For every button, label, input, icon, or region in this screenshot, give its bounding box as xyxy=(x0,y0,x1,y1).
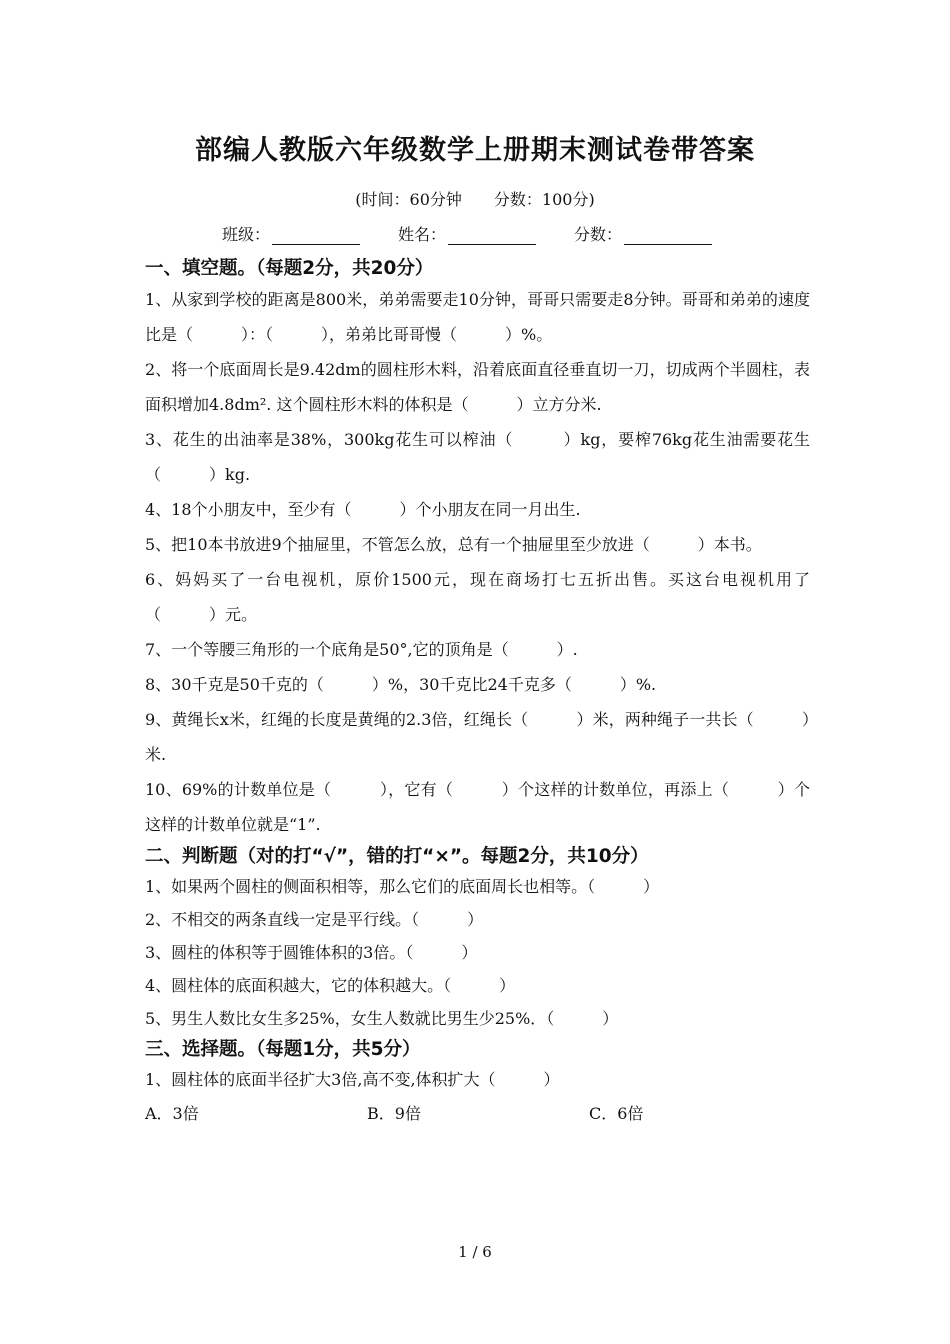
page-number: 1 / 6 xyxy=(458,1243,492,1261)
score-blank[interactable] xyxy=(624,226,712,245)
exam-info: (时间：60分钟 分数：100分) xyxy=(355,190,595,209)
question-1-3: 3、花生的出油率是38%，300kg花生可以榨油（ ）kg，要榨76kg花生油需要花生（ ）kg. xyxy=(145,430,810,484)
section-fill-blank-heading: 一、填空题。（每题2分，共20分） xyxy=(145,258,434,279)
score-field[interactable] xyxy=(574,222,712,245)
name-blank[interactable] xyxy=(448,226,536,245)
question-2-5: 5、男生人数比女生多25%，女生人数就比男生少25%．（ ） xyxy=(145,1009,619,1028)
option-c[interactable]: C．6倍 xyxy=(589,1104,644,1123)
class-field[interactable] xyxy=(222,222,360,245)
question-1-9: 9、黄绳长x米，红绳的长度是黄绳的2.3倍，红绳长（ ）米，两种绳子一共长（ ）米. xyxy=(145,710,810,764)
question-1-5: 5、把10本书放进9个抽屉里，不管怎么放，总有一个抽屉里至少放进（ ）本书。 xyxy=(145,535,762,554)
option-b[interactable]: B．9倍 xyxy=(367,1104,421,1123)
question-3-1: 1、圆柱体的底面半径扩大3倍,高不变,体积扩大（ ） xyxy=(145,1070,560,1089)
question-1-8: 8、30千克是50千克的（ ）%，30千克比24千克多（ ）%. xyxy=(145,675,657,694)
question-2-1: 1、如果两个圆柱的侧面积相等，那么它们的底面周长也相等。（ ） xyxy=(145,877,660,896)
question-1-7: 7、一个等腰三角形的一个底角是50°,它的顶角是（ ）. xyxy=(145,640,578,659)
exam-content xyxy=(145,254,810,1131)
score-label: 分数： xyxy=(574,225,623,244)
class-label: 班级： xyxy=(222,225,271,244)
class-blank[interactable] xyxy=(272,226,360,245)
page-title: 部编人教版六年级数学上册期末测试卷带答案 xyxy=(195,135,755,166)
question-1-10: 10、69%的计数单位是（ ），它有（ ）个这样的计数单位，再添上（ ）个这样的计数单位就是“1”. xyxy=(145,780,810,834)
question-2-2: 2、不相交的两条直线一定是平行线。（ ） xyxy=(145,910,484,929)
question-1-6: 6、妈妈买了一台电视机，原价1500元，现在商场打七五折出售。买这台电视机用了（ ）元。 xyxy=(145,570,810,624)
section-choice-heading: 三、选择题。（每题1分，共5分） xyxy=(145,1039,421,1060)
name-field[interactable] xyxy=(398,222,536,245)
question-1-2: 2、将一个底面周长是9.42dm的圆柱形木料，沿着底面直径垂直切一刀，切成两个半圆柱，表面积增加4.8dm². 这个圆柱形木料的体积是（ ）立方分米. xyxy=(145,360,810,414)
question-2-3: 3、圆柱的体积等于圆锥体积的3倍。（ ） xyxy=(145,943,478,962)
question-1-1: 1、从家到学校的距离是800米，弟弟需要走10分钟，哥哥只需要走8分钟。哥哥和弟弟的速度比是（ ）：（ ），弟弟比哥哥慢（ ）%。 xyxy=(145,290,810,344)
question-1-4: 4、18个小朋友中，至少有（ ）个小朋友在同一月出生. xyxy=(145,500,581,519)
option-a[interactable]: A．3倍 xyxy=(145,1104,199,1123)
name-label: 姓名： xyxy=(398,225,447,244)
section-true-false-heading: 二、判断题（对的打“√”，错的打“×”。每题2分，共10分） xyxy=(145,846,649,867)
question-3-1-options xyxy=(145,1096,810,1131)
question-2-4: 4、圆柱体的底面积越大，它的体积越大。（ ） xyxy=(145,976,516,995)
student-fields xyxy=(222,222,750,245)
